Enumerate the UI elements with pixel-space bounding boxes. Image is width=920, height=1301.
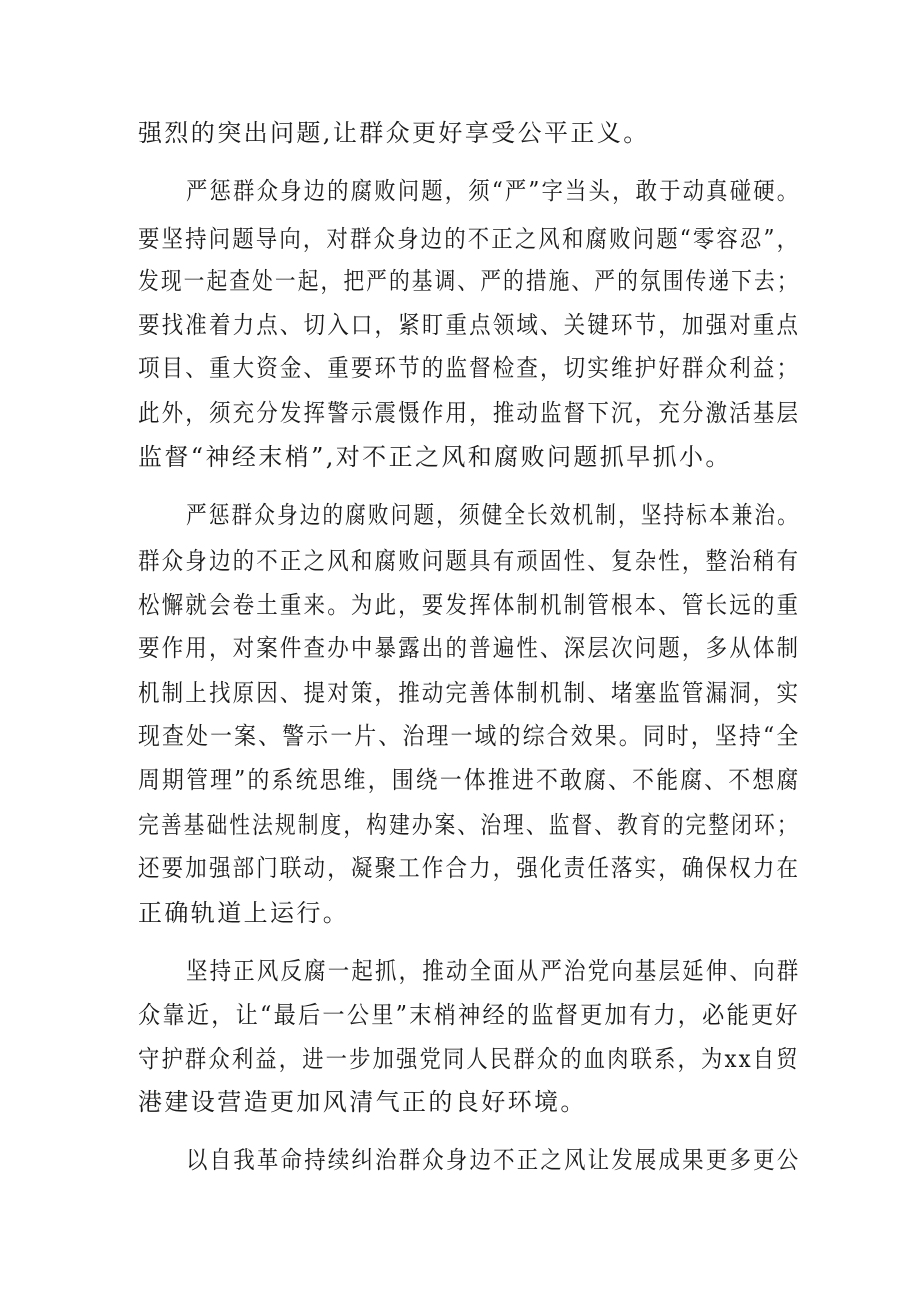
text-line: 正确轨道上运行。 <box>138 899 350 927</box>
text-line: 现查处一案、警示一片、治理一域的综合效果。同时，坚持“全 <box>138 722 801 750</box>
paragraph-first-line: 坚持正风反腐一起抓，推动全面从严治党向基层延伸、向群 <box>186 957 801 985</box>
text-line: 监督“神经末梢”,对不正之风和腐败问题抓早抓小。 <box>138 443 732 471</box>
text-line: 强烈的突出问题,让群众更好享受公平正义。 <box>138 119 650 147</box>
paragraph-first-line: 严惩群众身边的腐败问题，须“严”字当头，敢于动真碰硬。 <box>186 177 801 205</box>
heading-line: 以自我革命持续纠治群众身边不正之风让发展成果更多更公 <box>186 1146 801 1174</box>
text-line: 要找准着力点、切入口，紧盯重点领域、关键环节，加强对重点 <box>138 311 801 339</box>
text-line: 还要加强部门联动，凝聚工作合力，强化责任落实，确保权力在 <box>138 854 801 882</box>
text-line: 众靠近，让“最后一公里”末梢神经的监督更加有力，必能更好 <box>138 1001 800 1029</box>
text-line: 机制上找原因、提对策，推动完善体制机制、堵塞监管漏洞，实 <box>138 679 801 707</box>
text-line: 此外，须充分发挥警示震慑作用，推动监督下沉，充分激活基层 <box>138 399 801 427</box>
text-line: 守护群众利益，进一步加强党同人民群众的血肉联系，为xx自贸 <box>138 1045 800 1073</box>
paragraph-first-line: 严惩群众身边的腐败问题，须健全长效机制，坚持标本兼治。 <box>186 501 800 529</box>
text-line: 要坚持问题导向，对群众身边的不正之风和腐败问题“零容忍”， <box>138 225 801 253</box>
text-line: 完善基础性法规制度，构建办案、治理、监督、教育的完整闭环； <box>138 811 800 839</box>
text-line: 发现一起查处一起，把严的基调、严的措施、严的氛围传递下去； <box>138 267 800 295</box>
text-line: 要作用，对案件查办中暴露出的普遍性、深层次问题，多从体制 <box>138 634 801 662</box>
text-line: 群众身边的不正之风和腐败问题具有顽固性、复杂性，整治稍有 <box>138 547 801 575</box>
text-line: 松懈就会卷土重来。为此，要发挥体制机制管根本、管长远的重 <box>138 591 801 619</box>
text-line: 港建设营造更加风清气正的良好环境。 <box>138 1088 587 1116</box>
text-line: 周期管理”的系统思维，围绕一体推进不敢腐、不能腐、不想腐 <box>138 766 801 794</box>
text-line: 项目、重大资金、重要环节的监督检查，切实维护好群众利益； <box>138 354 801 382</box>
